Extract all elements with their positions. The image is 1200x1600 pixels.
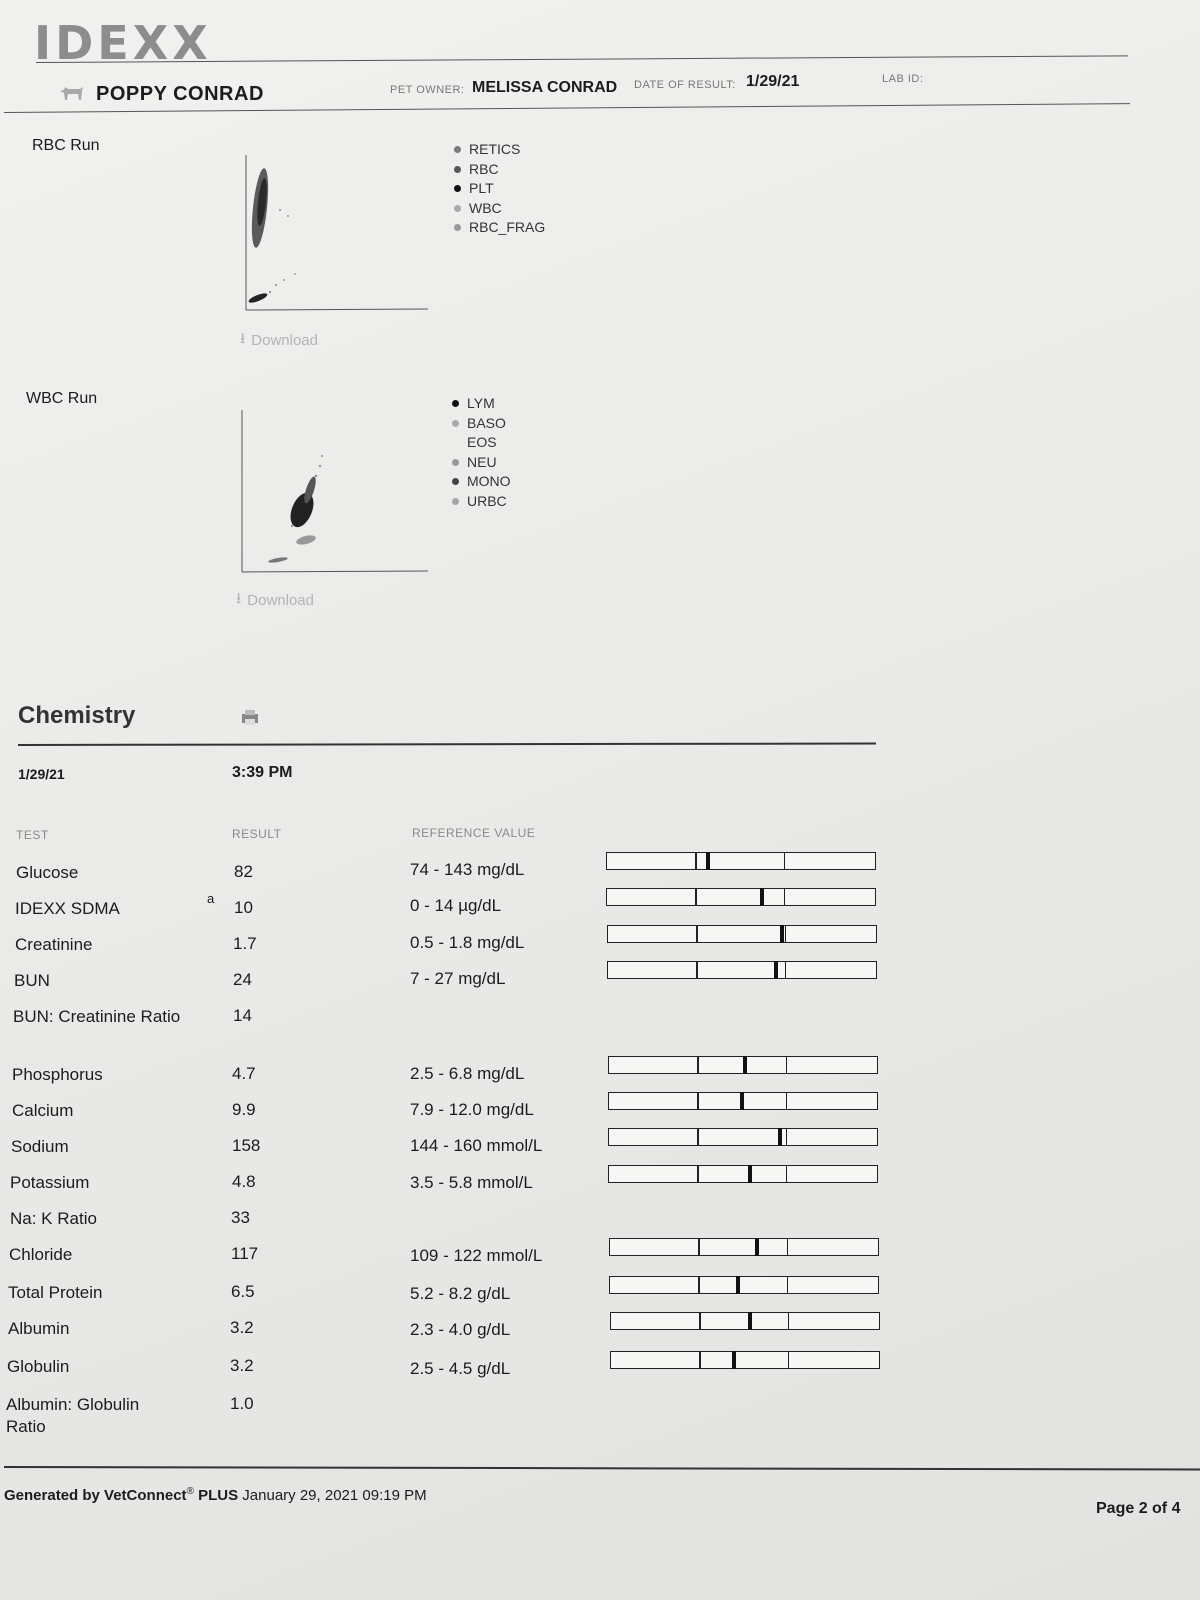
date-of-result: 1/29/21 xyxy=(746,73,800,90)
chemistry-time: 3:39 PM xyxy=(232,764,293,781)
range-marker xyxy=(706,852,710,870)
legend-dot xyxy=(454,185,461,192)
range-bar xyxy=(609,1276,879,1294)
legend-label: URBC xyxy=(467,492,507,509)
range-marker xyxy=(743,1056,747,1074)
legend-label: PLT xyxy=(469,180,494,196)
test-result: 3.2 xyxy=(230,1318,254,1337)
rbc-legend xyxy=(454,140,545,238)
range-high-divider xyxy=(788,1313,790,1329)
range-low-divider xyxy=(699,1313,701,1329)
legend-dot xyxy=(454,205,461,212)
range-bar xyxy=(609,1238,879,1256)
test-reference: 2.3 - 4.0 g/dL xyxy=(410,1320,511,1339)
test-result: 117 xyxy=(231,1244,259,1263)
legend-item xyxy=(454,218,545,238)
legend-item xyxy=(454,140,545,160)
legend-label: RBC xyxy=(469,160,499,177)
test-result: 9.9 xyxy=(232,1100,256,1119)
test-name: Albumin: Globulin Ratio xyxy=(6,1395,140,1436)
range-marker xyxy=(760,888,764,906)
legend-item xyxy=(452,394,511,414)
legend-item xyxy=(452,414,511,434)
test-name: Sodium xyxy=(11,1137,69,1156)
legend-label: NEU xyxy=(467,453,497,470)
legend-item xyxy=(454,199,545,219)
test-reference: 0.5 - 1.8 mg/dL xyxy=(410,933,525,952)
legend-label: LYM xyxy=(467,395,495,411)
download-icon: ⭳ xyxy=(240,330,246,347)
range-bar xyxy=(606,888,876,906)
range-high-divider xyxy=(786,1093,788,1109)
legend-label: BASO xyxy=(467,414,506,431)
range-bar xyxy=(610,1351,880,1369)
test-name: Glucose xyxy=(16,863,79,882)
range-high-divider xyxy=(784,853,786,869)
range-marker xyxy=(736,1276,740,1294)
test-result: 24 xyxy=(233,970,252,989)
chemistry-date: 1/29/21 xyxy=(18,766,65,782)
range-marker xyxy=(732,1351,736,1369)
legend-item xyxy=(452,433,511,453)
test-reference: 2.5 - 4.5 g/dL xyxy=(410,1359,511,1378)
range-low-divider xyxy=(698,1239,700,1255)
legend-label: MONO xyxy=(467,473,511,489)
range-low-divider xyxy=(697,1166,699,1182)
test-result: 3.2 xyxy=(230,1356,254,1375)
patient-name: POPPY CONRAD xyxy=(96,82,264,105)
print-icon[interactable] xyxy=(240,708,260,726)
footer-product: PLUS xyxy=(198,1487,239,1504)
range-bar xyxy=(608,1165,878,1183)
test-result: 82 xyxy=(234,862,253,881)
wbc-legend xyxy=(452,394,511,511)
test-name: BUN xyxy=(14,971,50,990)
test-result: 14 xyxy=(233,1006,252,1025)
wbc-download-link[interactable] xyxy=(236,588,314,613)
range-low-divider xyxy=(698,1277,700,1293)
chemistry-rule xyxy=(18,743,876,746)
test-result: 10 xyxy=(234,898,253,917)
test-reference: 74 - 143 mg/dL xyxy=(410,860,525,879)
test-name: Albumin xyxy=(8,1319,70,1338)
range-marker xyxy=(755,1238,759,1256)
test-result: 4.8 xyxy=(232,1172,256,1191)
range-low-divider xyxy=(695,889,697,905)
legend-item xyxy=(452,472,511,492)
range-high-divider xyxy=(785,962,787,978)
range-marker xyxy=(780,925,784,943)
rbc-run-title: RBC Run xyxy=(32,137,100,154)
legend-label: WBC xyxy=(469,199,502,216)
range-high-divider xyxy=(786,1166,788,1182)
download-label: Download xyxy=(247,592,314,609)
download-icon: ⭳ xyxy=(236,590,242,607)
test-name: BUN: Creatinine Ratio xyxy=(13,1007,181,1026)
range-low-divider xyxy=(696,962,698,978)
test-reference: 7 - 27 mg/dL xyxy=(410,969,506,988)
legend-item xyxy=(454,160,545,180)
range-marker xyxy=(748,1312,752,1330)
test-result: 1.7 xyxy=(233,934,257,953)
test-result: 1.0 xyxy=(230,1394,254,1413)
column-header-reference: REFERENCE VALUE xyxy=(412,826,536,840)
legend-item xyxy=(454,179,545,199)
legend-dot xyxy=(454,166,461,173)
range-low-divider xyxy=(697,1057,699,1073)
owner-name: MELISSA CONRAD xyxy=(472,79,618,96)
wbc-run-title: WBC Run xyxy=(26,390,98,407)
legend-dot xyxy=(452,498,459,505)
range-high-divider xyxy=(786,1129,788,1145)
range-bar xyxy=(607,961,877,979)
range-bar xyxy=(608,1128,878,1146)
idexx-logo: IDEXX xyxy=(34,16,212,70)
test-name: Potassium xyxy=(10,1173,90,1192)
footer-rule xyxy=(4,1466,1200,1470)
column-header-test: TEST xyxy=(16,828,49,842)
range-high-divider xyxy=(787,1277,789,1293)
legend-label: RETICS xyxy=(469,141,521,157)
range-bar xyxy=(610,1312,880,1330)
test-reference: 144 - 160 mmol/L xyxy=(410,1136,543,1155)
column-header-result: RESULT xyxy=(232,827,282,841)
test-name: Calcium xyxy=(12,1101,74,1120)
registered-mark: ® xyxy=(186,1486,194,1497)
range-high-divider xyxy=(784,889,786,905)
test-name: Na: K Ratio xyxy=(10,1209,97,1228)
range-bar xyxy=(607,925,877,943)
test-reference: 5.2 - 8.2 g/dL xyxy=(410,1284,511,1303)
legend-dot xyxy=(454,224,461,231)
legend-dot xyxy=(452,420,459,427)
chemistry-title: Chemistry xyxy=(18,702,136,729)
test-flag: a xyxy=(207,891,215,906)
dog-icon xyxy=(56,82,86,106)
legend-dot xyxy=(452,478,459,485)
owner-label: PET OWNER: xyxy=(390,84,465,96)
range-marker xyxy=(740,1092,744,1110)
range-high-divider xyxy=(785,926,787,942)
rbc-scatter-plot xyxy=(240,150,432,315)
legend-dot xyxy=(452,400,459,407)
test-name: Creatinine xyxy=(15,935,93,954)
test-name: Chloride xyxy=(9,1245,73,1264)
rbc-download-link[interactable] xyxy=(240,328,318,353)
footer-generated xyxy=(4,1486,427,1504)
range-low-divider xyxy=(697,1129,699,1145)
range-low-divider xyxy=(699,1352,701,1368)
legend-label: RBC_FRAG xyxy=(469,219,546,235)
legend-dot xyxy=(452,439,459,446)
test-reference: 7.9 - 12.0 mg/dL xyxy=(410,1100,534,1119)
range-marker xyxy=(774,961,778,979)
legend-item xyxy=(452,453,511,473)
range-high-divider xyxy=(788,1352,790,1368)
footer-timestamp: January 29, 2021 09:19 PM xyxy=(242,1487,427,1504)
test-name: Total Protein xyxy=(8,1283,103,1302)
range-low-divider xyxy=(697,1093,699,1109)
range-high-divider xyxy=(787,1239,789,1255)
test-result: 33 xyxy=(231,1208,250,1227)
legend-item xyxy=(452,492,511,512)
range-low-divider xyxy=(695,853,697,869)
wbc-scatter-plot xyxy=(236,406,432,578)
test-reference: 109 - 122 mmol/L xyxy=(410,1246,543,1265)
test-name: Phosphorus xyxy=(12,1065,103,1084)
test-reference: 3.5 - 5.8 mmol/L xyxy=(410,1173,533,1192)
test-reference: 2.5 - 6.8 mg/dL xyxy=(410,1064,525,1083)
range-bar xyxy=(606,852,876,870)
test-result: 158 xyxy=(232,1136,261,1155)
page-number: Page 2 of 4 xyxy=(1096,1500,1181,1517)
range-high-divider xyxy=(786,1057,788,1073)
range-marker xyxy=(778,1128,782,1146)
lab-id-label: LAB ID: xyxy=(882,73,924,85)
test-result: 6.5 xyxy=(231,1282,255,1301)
legend-dot xyxy=(452,459,459,466)
download-label: Download xyxy=(251,332,318,349)
range-bar xyxy=(608,1092,878,1110)
test-reference: 0 - 14 µg/dL xyxy=(410,896,502,915)
range-marker xyxy=(748,1165,752,1183)
range-bar xyxy=(608,1056,878,1074)
test-name: Globulin xyxy=(7,1357,70,1376)
date-of-result-label: DATE OF RESULT: xyxy=(634,79,736,91)
legend-label: EOS xyxy=(467,434,497,450)
patient-name-block xyxy=(56,82,264,106)
test-result: 4.7 xyxy=(232,1064,256,1083)
legend-dot xyxy=(454,146,461,153)
test-name: IDEXX SDMA xyxy=(15,899,120,918)
range-low-divider xyxy=(696,926,698,942)
footer-generated-prefix: Generated by VetConnect xyxy=(4,1487,187,1504)
